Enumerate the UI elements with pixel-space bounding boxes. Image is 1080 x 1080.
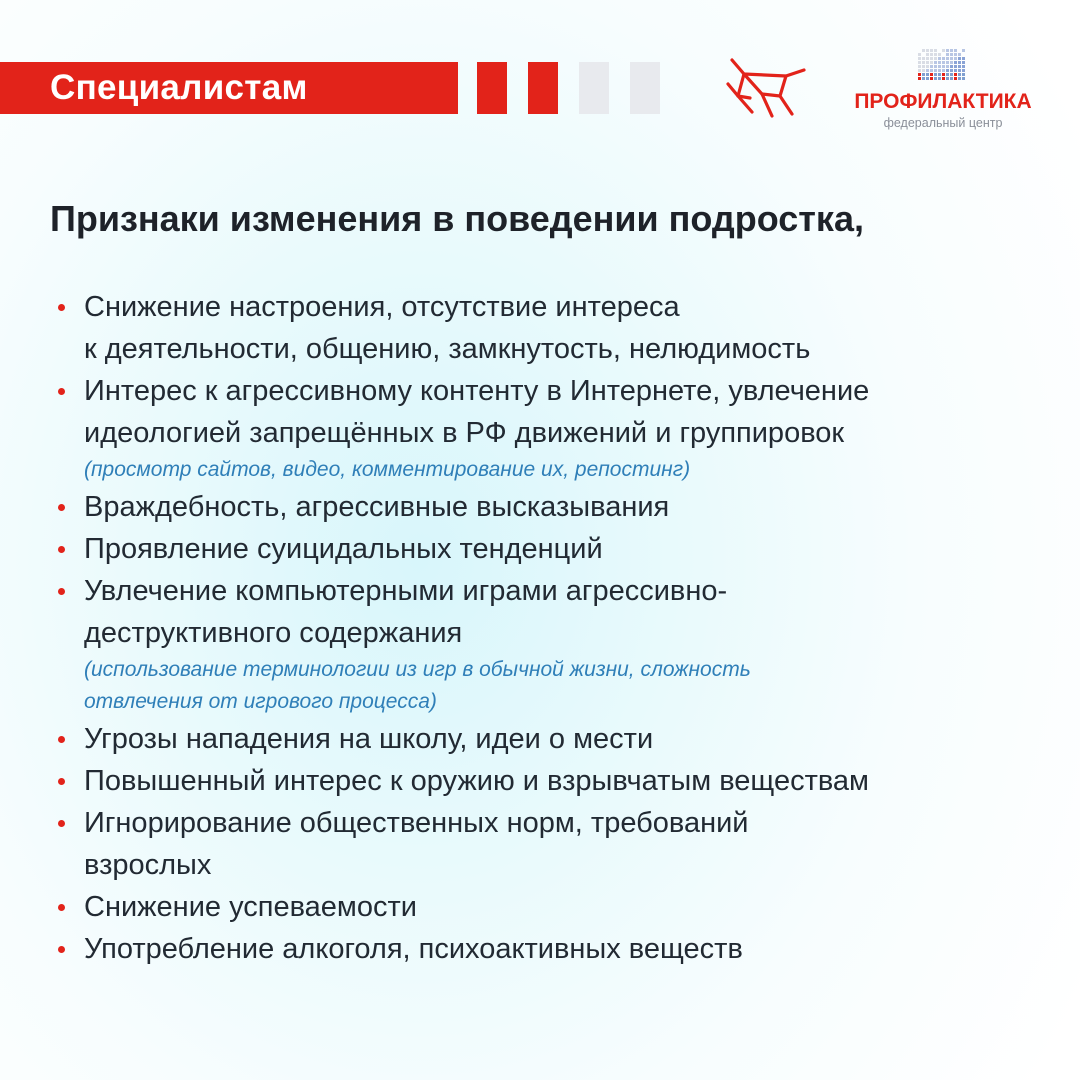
list-item [58,802,1068,886]
item-text: Враждебность, агрессивные высказывания [84,491,670,523]
mosaic-cell [942,57,945,60]
brand-mosaic-icon [918,48,966,82]
mosaic-cell [938,77,941,80]
item-note: (просмотр сайтов, видео, комментирование их, репостинг) [84,458,691,481]
section-banner [0,62,458,114]
mosaic-cell [962,57,965,60]
mosaic-cell [962,61,965,64]
mosaic-cell [926,61,929,64]
mosaic-cell [938,57,941,60]
mosaic-cell [950,65,953,68]
mosaic-cell [950,57,953,60]
mosaic-cell [942,65,945,68]
mosaic-cell [946,57,949,60]
section-label: Специалистам [50,68,308,107]
mosaic-cell [942,49,945,52]
mosaic-cell [922,77,925,80]
mosaic-cell [946,53,949,56]
mosaic-cell [934,53,937,56]
mosaic-cell [938,65,941,68]
mosaic-cell [934,77,937,80]
item-note: отвлечения от игрового процесса) [84,690,437,713]
mosaic-cell [930,57,933,60]
list-item [58,370,1068,486]
mosaic-cell [930,49,933,52]
mosaic-cell [946,77,949,80]
item-text: Увлечение компьютерными играми агрессивно- [84,575,728,607]
mosaic-cell [918,65,921,68]
mosaic-cell [930,69,933,72]
mosaic-cell [918,77,921,80]
mosaic-cell [926,49,929,52]
mosaic-cell [950,49,953,52]
mosaic-cell [934,61,937,64]
mosaic-cell [918,73,921,76]
mosaic-cell [926,69,929,72]
mosaic-cell [930,65,933,68]
mosaic-cell [962,49,965,52]
mosaic-cell [918,61,921,64]
mosaic-cell [946,49,949,52]
brand-name: ПРОФИЛАКТИКА [854,90,1032,113]
decor-stripe-red-1 [477,62,507,114]
item-text: Угрозы нападения на школу, идеи о мести [84,723,654,755]
mosaic-cell [918,53,921,56]
mosaic-cell [926,65,929,68]
mosaic-cell [958,61,961,64]
mosaic-cell [922,65,925,68]
mosaic-cell [918,57,921,60]
item-text: Снижение настроения, отсутствие интереса [84,291,680,323]
mosaic-cell [922,69,925,72]
mosaic-cell [946,73,949,76]
mosaic-cell [930,73,933,76]
mosaic-cell [946,61,949,64]
mosaic-cell [942,61,945,64]
mosaic-cell [962,65,965,68]
mosaic-cell [922,57,925,60]
item-text: Снижение успеваемости [84,891,417,923]
mosaic-cell [954,57,957,60]
mosaic-cell [938,61,941,64]
mosaic-cell [938,73,941,76]
mosaic-cell [934,73,937,76]
mosaic-cell [950,61,953,64]
mosaic-cell [926,57,929,60]
mosaic-cell [954,53,957,56]
mosaic-cell [962,77,965,80]
item-text: взрослых [84,849,212,881]
mosaic-cell [938,69,941,72]
signs-list [58,286,1068,970]
horse-emblem-icon [722,54,808,126]
item-text: к деятельности, общению, замкнутость, нелюдимость [84,333,811,365]
list-item [58,528,1068,570]
mosaic-cell [934,65,937,68]
mosaic-cell [954,77,957,80]
mosaic-cell [942,77,945,80]
mosaic-cell [938,53,941,56]
decor-stripe-red-2 [528,62,558,114]
mosaic-cell [958,65,961,68]
item-text: деструктивного содержания [84,617,463,649]
mosaic-cell [962,69,965,72]
mosaic-cell [950,77,953,80]
mosaic-cell [946,65,949,68]
decor-stripe-grey-1 [579,62,609,114]
item-text: идеологией запрещённых в РФ движений и группировок [84,417,845,449]
mosaic-cell [922,61,925,64]
list-item [58,928,1068,970]
mosaic-cell [926,77,929,80]
brand-subtitle: федеральный центр [883,116,1003,130]
mosaic-cell [958,69,961,72]
mosaic-cell [958,77,961,80]
mosaic-cell [934,49,937,52]
mosaic-cell [950,73,953,76]
item-text: Употребление алкоголя, психоактивных веществ [84,933,743,965]
mosaic-cell [958,73,961,76]
mosaic-cell [954,61,957,64]
page-title: Признаки изменения в поведении подростка, [50,198,864,239]
mosaic-cell [954,73,957,76]
mosaic-cell [926,73,929,76]
list-item [58,286,1068,370]
mosaic-cell [958,57,961,60]
mosaic-cell [942,69,945,72]
item-text: Повышенный интерес к оружию и взрывчатым веществам [84,765,869,797]
item-text: Проявление суицидальных тенденций [84,533,603,565]
mosaic-cell [934,69,937,72]
mosaic-cell [962,73,965,76]
mosaic-cell [918,69,921,72]
mosaic-cell [958,53,961,56]
mosaic-cell [922,73,925,76]
mosaic-cell [950,69,953,72]
mosaic-cell [950,53,953,56]
mosaic-cell [930,77,933,80]
item-text: Игнорирование общественных норм, требований [84,807,749,839]
mosaic-cell [934,57,937,60]
mosaic-cell [946,69,949,72]
mosaic-cell [930,61,933,64]
list-item [58,718,1068,760]
mosaic-cell [922,49,925,52]
mosaic-cell [954,65,957,68]
item-text: Интерес к агрессивному контенту в Интернете, увлечение [84,375,870,407]
mosaic-cell [942,73,945,76]
mosaic-cell [930,53,933,56]
decor-stripe-grey-2 [630,62,660,114]
item-note: (использование терминологии из игр в обычной жизни, сложность [84,658,751,681]
mosaic-cell [954,69,957,72]
list-item [58,886,1068,928]
mosaic-cell [954,49,957,52]
mosaic-cell [926,53,929,56]
list-item [58,760,1068,802]
list-item [58,570,1068,718]
list-item [58,486,1068,528]
